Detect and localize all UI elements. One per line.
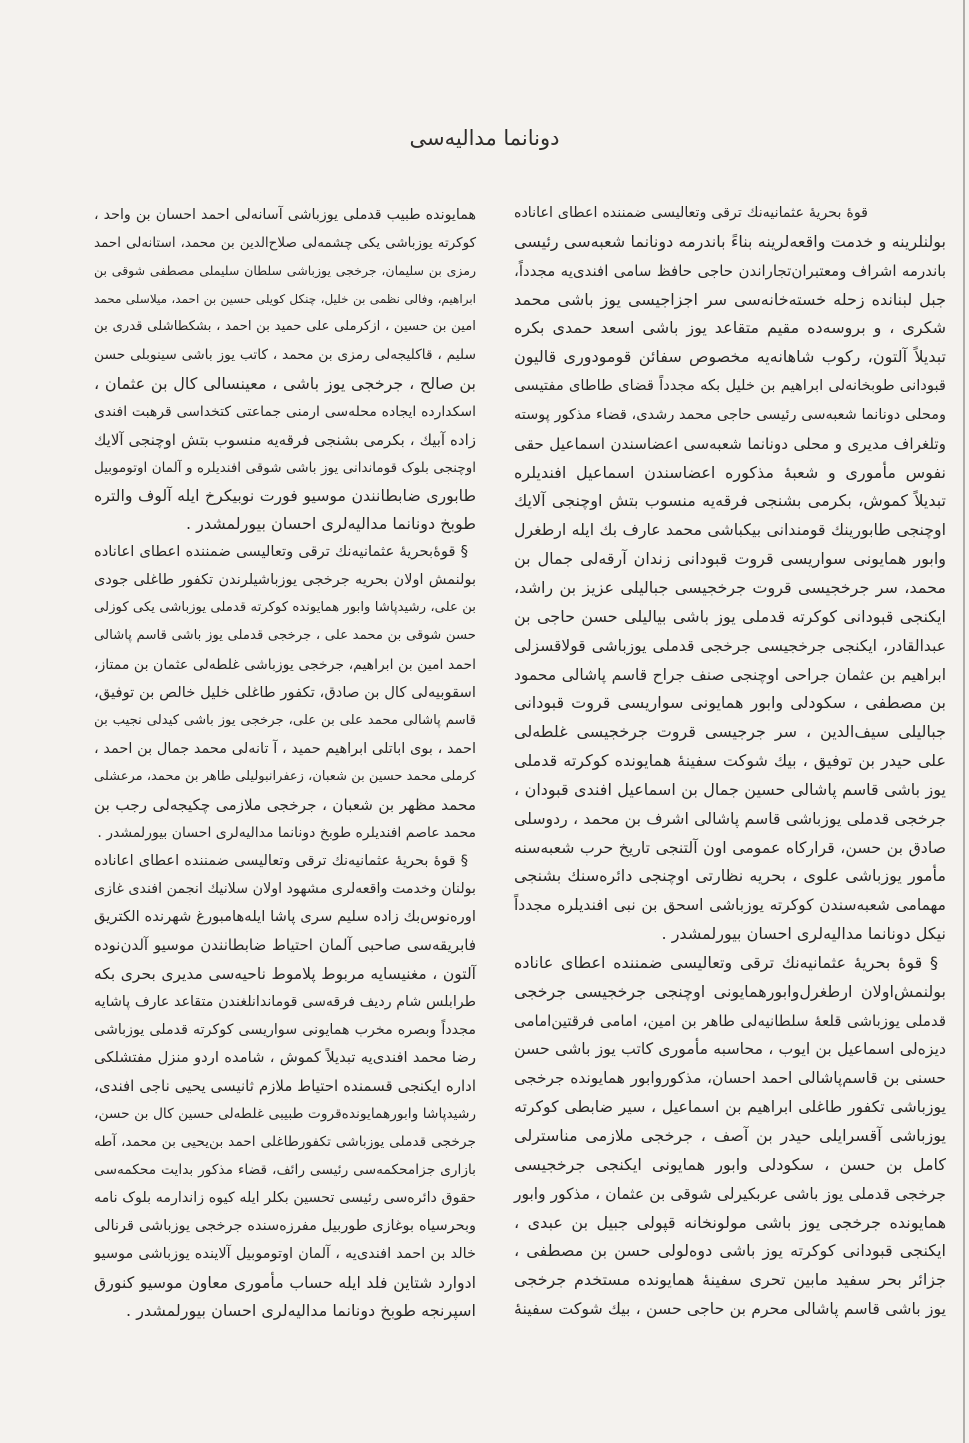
text-line: بولنمش اولان بحریه جرخجی یوزباشیلرندن تکفور طاغلی جودی — [94, 572, 476, 589]
text-line: کوکرته یوزباشی یکی چشمه‌لی صلاح‌الدین بن محمد، استانه‌لی احمد — [94, 235, 476, 252]
text-line: بازاری جزامحکمه‌سی رئیسی رائف، قضاء مذکور بدایت محکمه‌سی — [94, 1162, 476, 1179]
text-line: ومحلی دونانما شعبه‌سی رئیسی حاجی محمد رشدی، قضاء مذکور پوسته — [514, 406, 946, 423]
text-line: وبحرسیاه بوغازی طوربیل مفرزه‌سنده جرخجی یوزباشی قرنالی — [94, 1218, 476, 1235]
page-title: دونانما مدالیه‌سی — [409, 126, 560, 150]
text-line: طوبخ دونانما مدالیه‌لری احسان بیورلمشدر . — [185, 514, 476, 534]
text-line: اسپرنجه طوبخ دونانما مدالیه‌لری احسان بیورلمشدر . — [126, 1300, 476, 1320]
text-line: سلیم ، قاکلیجه‌لی رمزی بن محمد ، کاتب یوز باشی سینوبلی حسن — [94, 347, 476, 364]
paragraph — [94, 538, 476, 847]
text-column-second — [94, 201, 476, 1325]
text-line: مأمور یوزباشی علوی ، بحریه نظارتی اوچنجی دائره‌سنك بشنجی — [514, 866, 946, 886]
text-line: علی حیدر بن توفیق ، بیك شوکت سفینهٔ همایونده کوکرته قدملی — [514, 751, 946, 771]
text-line: ابراهیم، وفالی نظمی بن خلیل، چنکل کویلی حسین بن احمد، میلاسلی محمد — [94, 292, 476, 307]
text-line: جزائر بحر سفید مابین تحری سفینهٔ همایونده مستخدم جرخجی — [514, 1270, 946, 1290]
text-line: جبالیلی سیف‌الدین ، سر جرجیسی قروت جرخجیسی غلطه‌لی — [514, 722, 946, 742]
text-line: بن مصطفی ، سکودلی وابور همایونی سواریسی قروت قبودانی — [514, 693, 946, 713]
text-line: قبودانی طوبخانه‌لی ابراهیم بن خلیل بکه مجدداً قضای طاطای مفتیسی — [514, 377, 946, 395]
text-line: حسن شوقی بن محمد علی ، جرخجی قدملی یوز باشی قاسم پاشالی — [94, 628, 476, 644]
text-line: مجدداً وبصره مخرب همایونی سواریسی کوکرته قدملی یوزباشی — [94, 1021, 476, 1038]
text-line: بن علی، رشیدپاشا وابور همایونده کوکرته قدملی یوزباشی یکی کوزلی — [94, 600, 476, 616]
text-line: باندرمه اشراف ومعتبران‌تجاراندن حاجی حافظ سامی افندی‌یه مجدداً، — [514, 261, 946, 280]
text-line: تبدیلاً کموش، بکرمی بشنجی فرقه‌یه منسوب بتش اوچنجی آلایك — [514, 491, 946, 511]
text-line: قدملی یوزباشی قلعهٔ سلطانیه‌لی طاهر بن امین، امامی فرقتین‌امامی — [514, 1011, 946, 1030]
text-line: مهمامی شعبه‌سندن کوکرته یوزباشی اسحق بن نبی افندیلره مجدداً — [514, 896, 946, 915]
text-line: یوز باشی قاسم پاشالی محرم بن حاجی حسن ، بیك شوکت سفینهٔ — [514, 1299, 946, 1319]
text-line: اوره‌نوس‌بك زاده سلیم سری پاشا ایله‌هامبورغ شهرنده الکتریق — [94, 908, 476, 926]
paragraph — [94, 847, 476, 1325]
text-line: طابوری ضابطانندن موسیو فورت نوبیکرخ ایله آلوف والتره — [94, 485, 476, 505]
text-line: قاسم پاشالی محمد علی بن علی، جرخجی یوز باشی کیدلی نجیب بن — [94, 712, 476, 728]
text-line: بولنلرینه و خدمت واقعه‌لرینه بناءً باندرمه دونانما شعبه‌سی رئیسی — [514, 231, 946, 251]
text-line: نفوس مأموری و شعبهٔ مذکوره اعضاسندن اسماعیل افندیلره — [514, 462, 946, 482]
scan-edge — [963, 0, 965, 1443]
text-line: یوزباشی تکفور طاغلی ابراهیم بن اسماعیل ، سیر ضابطی کوکرته — [514, 1097, 946, 1117]
text-line: اوچنجی طابورینك قومندانی بیکباشی محمد عارف بك ایله ارطغرل — [514, 520, 946, 540]
text-line: یوزباشی آقسرایلی حیدر بن آصف ، جرخجی ملازمی مناسترلی — [514, 1126, 946, 1145]
text-line: محمد مظهر بن شعبان ، جرخجی ملازمی چکیجه‌لی رجب بن — [94, 795, 476, 814]
text-line: زاده آبیك ، بکرمی بشنجی فرقه‌یه منسوب بتش اوچنجی آلایك — [94, 430, 476, 449]
text-line: اسقوبیه‌لی کال بن صادق، تکفور طاغلی خلیل خالص بن توفیق، — [94, 683, 476, 701]
text-line: ایکنجی قبودانی کوکرته یوز باشی دوه‌لولی حسن بن مصطفی ، — [514, 1241, 946, 1261]
text-line: بولنمش‌اولان ارطغرل‌وابورهمایونی اوچنجی جرخجیسی جرخجی — [514, 981, 946, 1001]
text-line: شکری ، و بروسه‌ده مقیم متقاعد یوز باشی اسعد حمدی بکره — [514, 318, 946, 338]
text-line: اوچنجی بلوک قوماندانی یوز باشی شوقی افندیلره و آلمان اوتوموبیل — [94, 459, 476, 476]
text-line: § قوۀ‌بحریهٔ عثمانیه‌نك ترقی وتعالیسی ضمننده اعطای اعاناده — [94, 543, 468, 561]
text-line: رضا محمد افندی‌یه تبدیلاً کموش ، شامده اردو منزل مفتشلکی — [94, 1048, 476, 1066]
text-line: نیکل دونانما مدالیه‌لری احسان بیورلمشدر . — [661, 924, 946, 944]
text-line: بن صالح ، جرخجی یوز باشی ، معینسالی کال بن عثمان ، — [94, 373, 476, 393]
text-line: بولنان وخدمت واقعه‌لری مشهود اولان سلانیك انجمن افندی غازی — [94, 881, 476, 898]
text-line: حسنی بن قاسم‌پاشالی احمد احسان، مذکوروابور همایونده جرخجی — [514, 1069, 946, 1088]
text-line: محمد عاصم افندیلره طوبخ دونانما مدالیه‌لری احسان بیورلمشدر . — [97, 825, 476, 842]
text-line: همایونده جرخجی یوز باشی مولونخانه قپولی جبیل بن عبدی ، — [514, 1212, 946, 1232]
text-line: جرخجی قدملی یوز باشی عربکیرلی شوقی بن عثمان ، مذکور وابور — [514, 1184, 946, 1203]
text-line: محمد، سر جرخجیسی قروت جرخجیسی جبالیلی عزیز بن راشد، — [514, 577, 946, 597]
text-line: § قوۀ بحریهٔ عثمانیه‌نك ترقی وتعالیسی ضمننده اعطای عاناده — [514, 952, 938, 972]
text-line: همایونده طبیب قدملی یوزباشی آسانه‌لی احمد احسان بن واحد ، — [94, 207, 476, 223]
text-line: وتلغراف مدیری و محلی دونانما شعبه‌سی اعضاسندن اسماعیل حقی — [514, 434, 946, 453]
text-line: کرملی محمد حسین بن شعبان، زعفرانبولیلی طاهر بن محمد، مرعشلی — [94, 768, 476, 784]
text-line: یوز باشی قاسم پاشالی حسین جمال بن اسماعیل افندی قبودان ، — [514, 779, 946, 799]
text-line: عبدالقادر، ایکنجی جرخجیسی جرخجی قدملی یوزباشی قولاقسزلی — [514, 636, 946, 655]
text-line: حقوق دائره‌سی رئیسی تحسین بکلر ایله کیوه زاندارمه بلوک نامه — [94, 1190, 476, 1207]
text-line: رشیدپاشا وابورهمایونده‌قروت طبیبی غلطه‌لی حسین کال بن حسن، — [94, 1106, 476, 1122]
text-line: فابریقه‌سی صاحبی آلمان احتیاط ضابطانندن موسیو آلدن‌نوده — [94, 936, 476, 955]
text-line: احمد ، بوی اباتلی ابراهیم حمید ، آ تانه‌لی محمد جمال بن احمد ، — [94, 740, 476, 757]
text-line: احمد امین بن ابراهیم، جرخجی یوزباشی غلطه‌لی عثمان بن ممتاز، — [94, 656, 476, 673]
text-line: جرخجی قدملی یوزباشی قاسم پاشالی اشرف بن محمد ، ردوسلی — [514, 808, 946, 828]
paragraph — [514, 199, 946, 949]
paragraph — [94, 201, 476, 538]
text-line: ایکنجی قبودانی کوکرته قدملی یوز باشی بیالیلی حسن حاجی بن — [514, 606, 946, 626]
text-line: جرخجی قدملی یوزباشی تکفورطاغلی احمد بن‌یحیی بن محمد، آطه — [94, 1134, 476, 1151]
text-line: دیزه‌لی اسماعیل بن ایوب ، محاسبه مأموری کاتب یوز باشی حسن — [514, 1039, 946, 1059]
text-line: کامل بن حسن ، سکودلی وابور همایونی ایکنجی جرخجیسی — [514, 1154, 946, 1174]
text-line: تبدیلاً آلتون، رکوب شاهانه‌یه مخصوص سفائن قومودوری قالیون — [514, 347, 946, 367]
text-line: آلتون ، مغنیسایه مربوط پلاموط ناحیه‌سی مدیری بحری بکه — [94, 964, 476, 983]
text-line: ابراهیم بن عثمان جراحی اوچنجی صنف جراح قاسم پاشالی محمود — [514, 665, 946, 684]
text-line: اسکدارده ایجاده محله‌سی ارمنی جماعتی کتخداسی قرهبت افندی — [94, 403, 476, 420]
paragraph — [514, 949, 946, 1324]
text-column-first — [514, 199, 946, 1324]
text-line: امین بن حسین ، ازکرملی علی حمید بن احمد ، بشکطاشلی قدری بن — [94, 319, 476, 335]
text-line: رمزی بن سلیمان، جرخجی یوزباشی سلطان سلیملی مصطفی شوقی بن — [94, 263, 476, 279]
text-line: صادق بن حسن، قرارکاه عمومی اون آلتنجی تاریخ حرب شعبه‌سنه — [514, 837, 946, 857]
text-line: جبل لبنانده زحله خسته‌خانه‌سی سر اجزاجیسی یوز باشی محمد — [514, 289, 946, 309]
text-line: اداره ایکنجی قسمنده احتیاط ملازم ثانیسی یحیی ناجی افندی، — [94, 1076, 476, 1095]
text-line: طرابلس شام ردیف فرقه‌سی قوماندانلغندن متقاعد عارف پاشایه — [94, 993, 476, 1010]
text-line: قوۀ بحریهٔ عثمانیه‌نك ترقی وتعالیسی ضمننده اعطای اعاناده — [514, 205, 868, 221]
text-line: ادوارد شتاین فلد ایله حساب مأموری معاون موسیو کنورق — [94, 1272, 476, 1292]
text-line: § قوۀ بحریهٔ عثمانیه‌نك ترقی وتعالیسی ضمننده اعطای اعاناده — [94, 853, 468, 870]
text-line: خالد بن احمد افندی‌یه ، آلمان اوتوموبیل آلاینده یوزباشی موسیو — [94, 1246, 476, 1263]
text-line: وابور همایونی سواریسی قروت قبودانی زندان آرقه‌لی جمال بن — [514, 549, 946, 569]
